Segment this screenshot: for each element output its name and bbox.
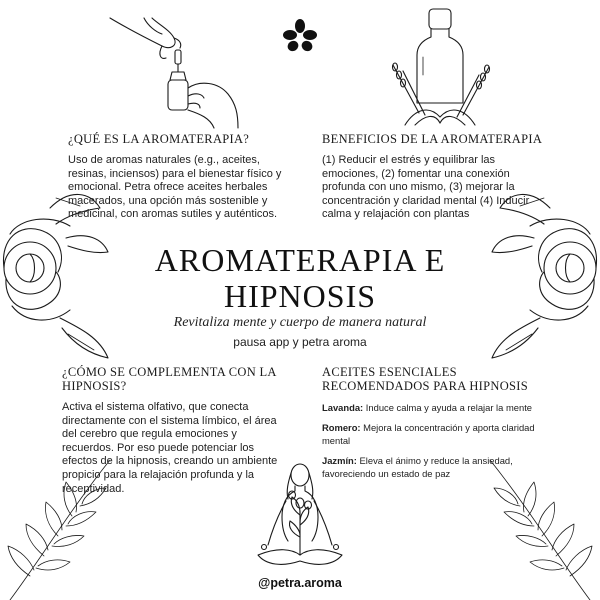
section-complement-title: ¿CÓMO SE COMPLEMENTA CON LA HIPNOSIS? bbox=[62, 365, 277, 393]
section-what-is bbox=[68, 132, 300, 222]
oil-bottle-lavender-icon bbox=[385, 5, 505, 130]
oil-item-lavanda bbox=[322, 402, 554, 414]
section-what-is-body: Uso de aromas naturales (e.g., aceites, resinas, inciensos) para el bienestar físico y emocional. Petra ofrece aceites herbales macerados, una opción más sostenible y medicinal, con aromas sutiles y auténticos. bbox=[68, 154, 282, 221]
subtitle: Revitaliza mente y cuerpo de manera natural bbox=[173, 315, 427, 330]
oil-name: Lavanda: bbox=[322, 402, 364, 413]
oil-desc: Mejora la concentración y aporta claridad mental bbox=[322, 422, 535, 446]
main-title-line-1: AROMATERAPIA E bbox=[154, 242, 446, 278]
section-what-is-title: ¿QUÉ ES LA AROMATERAPIA? bbox=[68, 132, 250, 146]
section-complement-body: Activa el sistema olfativo, que conecta directamente con el sistema límbico, el área del cerebro que regula emociones y recuerdos. Por eso puede potenciar los efectos de la hipnosis, creando un ambiente propicio para la relajación profunda y la receptividad. bbox=[62, 401, 278, 495]
logo-flower-icon bbox=[282, 18, 318, 54]
oil-name: Romero: bbox=[322, 422, 361, 434]
byline: pausa app y petra aroma bbox=[233, 335, 367, 349]
oil-desc: Induce calma y ayuda a relajar la mente bbox=[365, 402, 533, 413]
section-benefits-body: (1) Reducir el estrés y equilibrar las emociones, (2) fomentar una conexión profunda con uno mismo, (3) mejorar la concentración y claridad mental (4) Inducir calma y relajación con plantas bbox=[322, 154, 530, 221]
section-complement bbox=[62, 365, 287, 496]
dropper-hands-icon bbox=[100, 10, 250, 130]
oil-item-jazmin bbox=[322, 455, 554, 480]
section-oils-title: ACEITES ESENCIALES RECOMENDADOS PARA HIPNOSIS bbox=[322, 365, 528, 393]
section-benefits-title: BENEFICIOS DE LA AROMATERAPIA bbox=[322, 132, 543, 146]
oil-desc: Eleva el ánimo y reduce la ansiedad, favoreciendo un estado de paz bbox=[322, 455, 513, 479]
section-benefits bbox=[322, 132, 554, 222]
main-title-line-2: HIPNOSIS bbox=[223, 278, 377, 314]
main-title bbox=[100, 242, 500, 314]
oil-name: Jazmín: bbox=[322, 455, 357, 467]
instagram-handle: @petra.aroma bbox=[258, 576, 342, 590]
oil-item-romero bbox=[322, 422, 554, 447]
section-oils bbox=[322, 365, 554, 488]
